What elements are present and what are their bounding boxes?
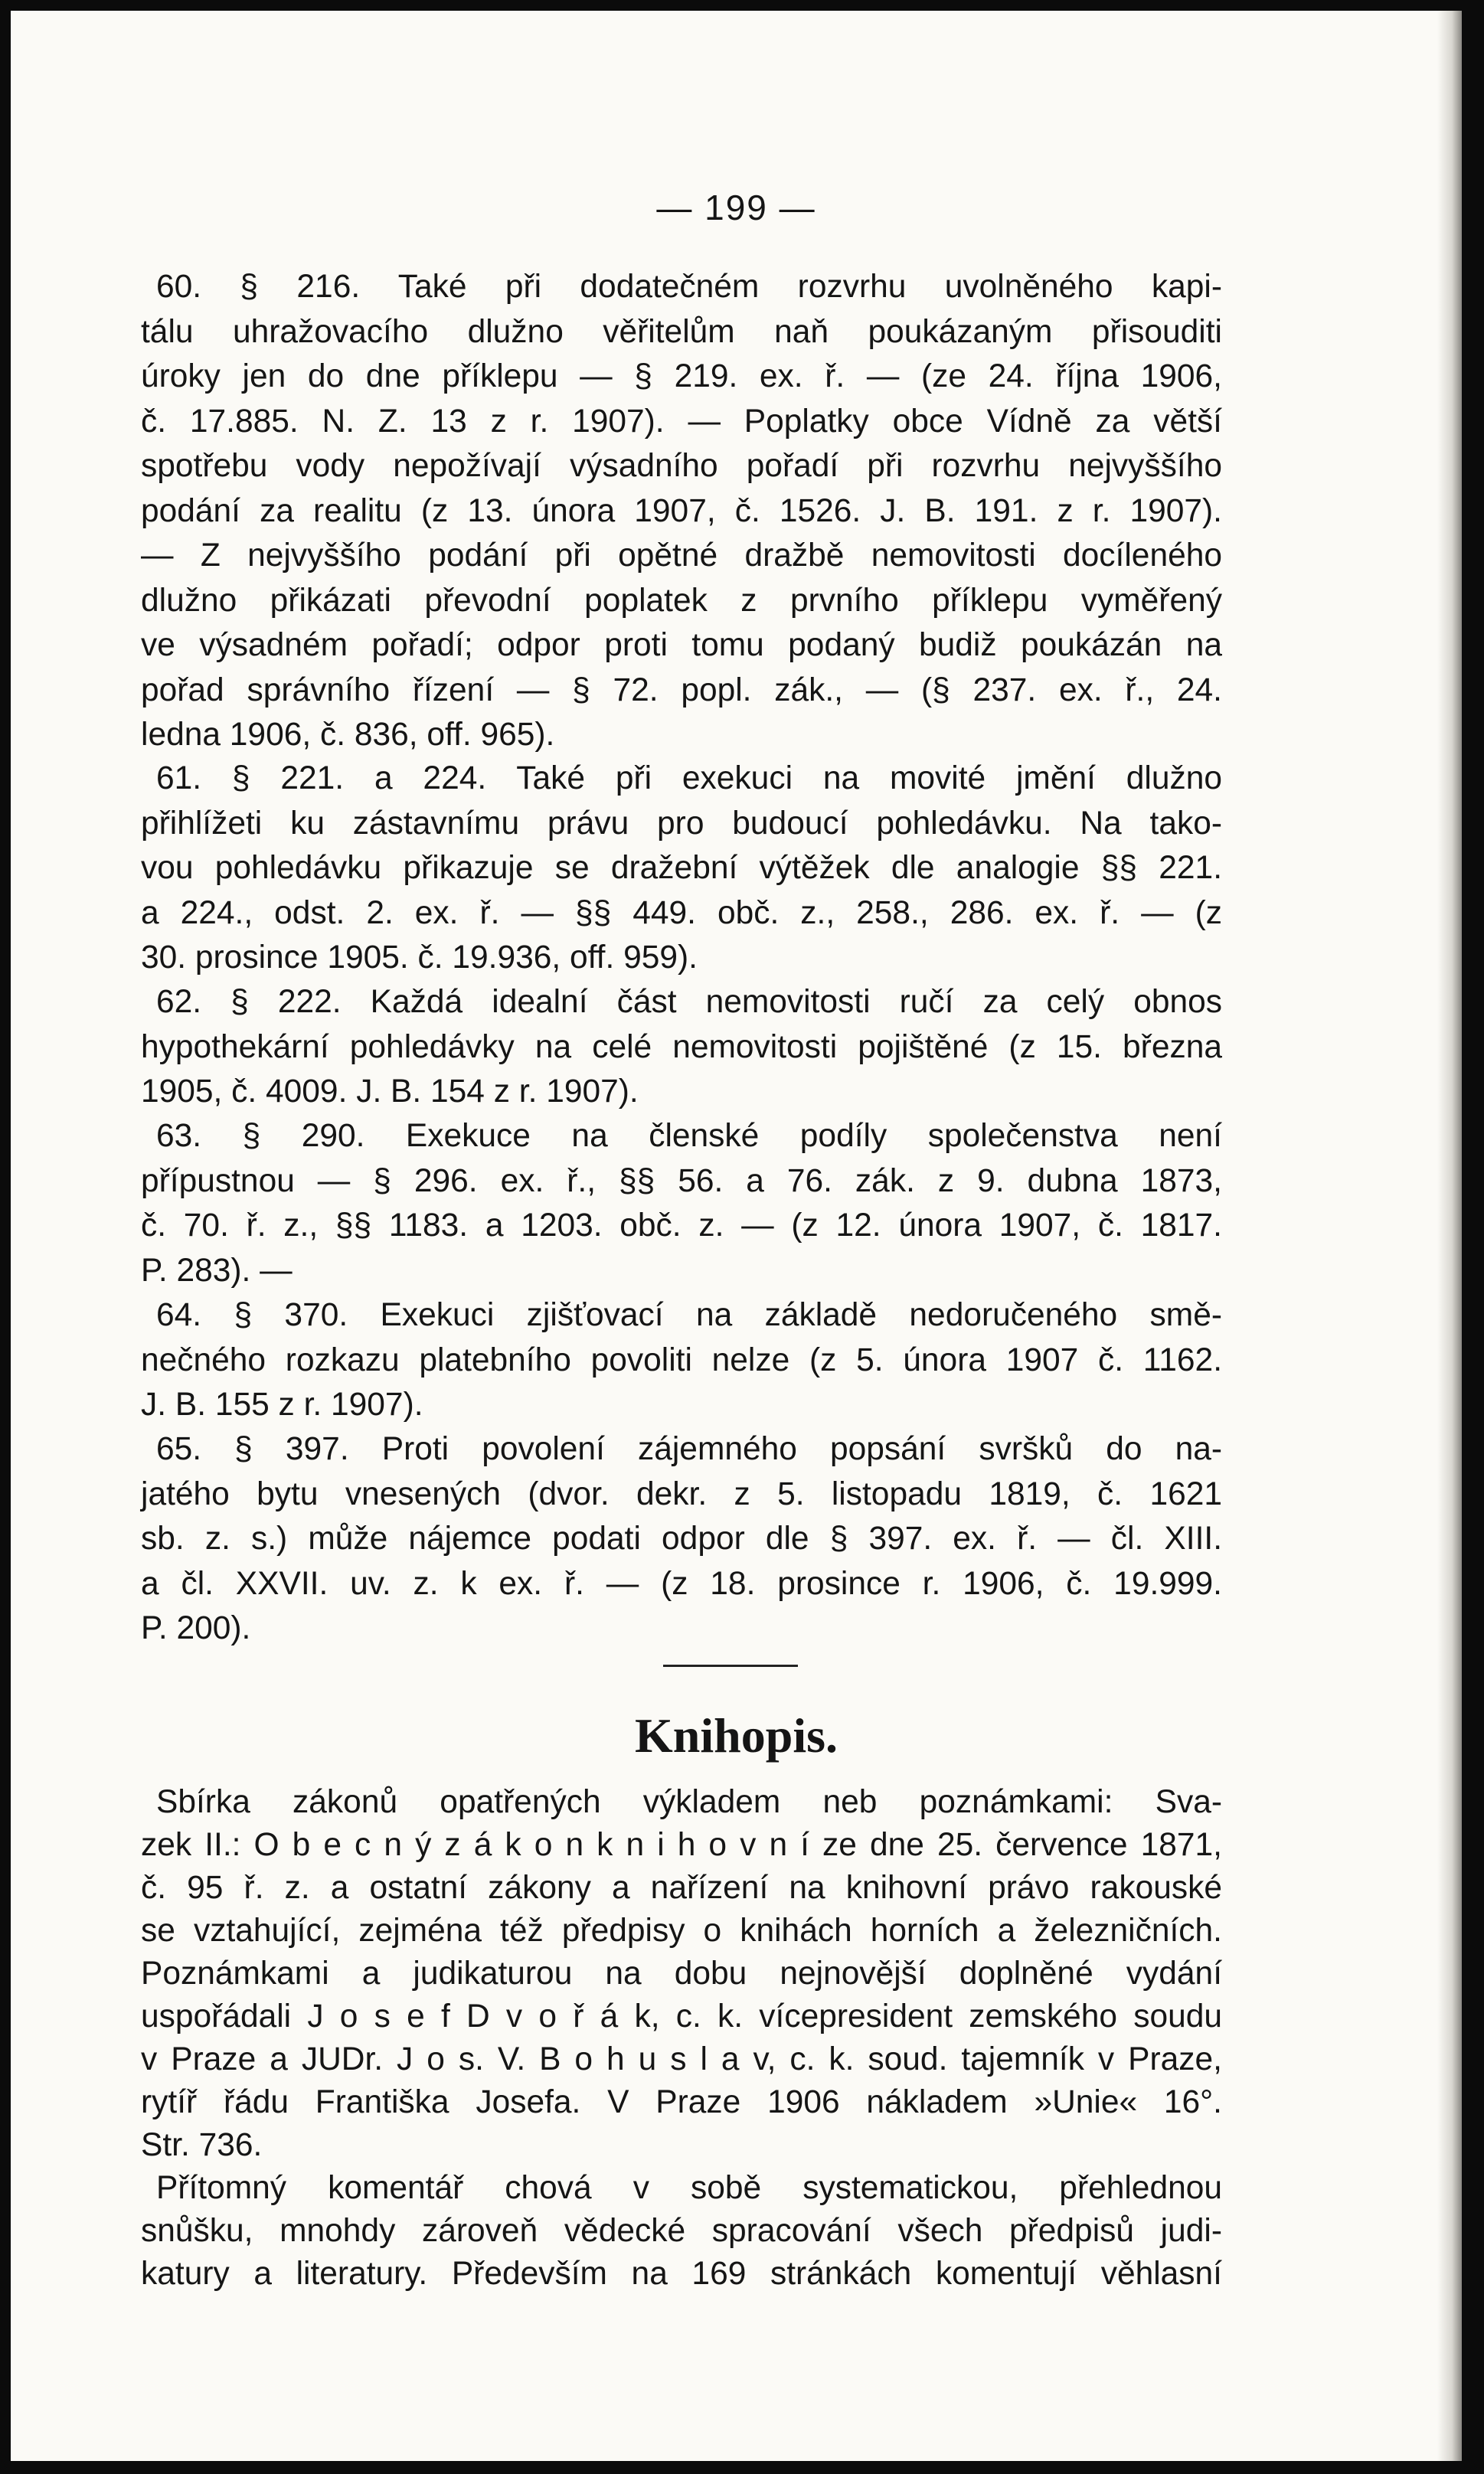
text-line: P. 200). bbox=[141, 1610, 251, 1646]
entry-61 bbox=[141, 757, 1222, 981]
text-line: spotřebu vody nepožívají výsadního pořadí při rozvrhu nejvyššího bbox=[141, 448, 1222, 484]
text-line: č. 17.885. N. Z. 13 z r. 1907). — Poplatky obce Vídně za větší bbox=[141, 403, 1222, 440]
text-line: sb. z. s.) může nájemce podati odpor dle § 397. ex. ř. — čl. XIII. bbox=[141, 1521, 1222, 1557]
text-line: uspořádali J o s e f D v o ř á k, c. k. vícepresident zemského soudu bbox=[141, 1998, 1222, 2034]
text-line: pořad správního řízení — § 72. popl. zák., — (§ 237. ex. ř., 24. bbox=[141, 672, 1222, 708]
section-divider bbox=[663, 1665, 798, 1667]
section-title: Knihopis. bbox=[634, 1708, 838, 1763]
page-number-header: — 199 — bbox=[656, 188, 816, 227]
text-line: 1905, č. 4009. J. B. 154 z r. 1907). bbox=[141, 1074, 639, 1110]
text-line: 64. § 370. Exekuci zjišťovací na základě nedoručeného smě- bbox=[156, 1297, 1222, 1333]
text-line: dlužno přikázati převodní poplatek z prvního příklepu vyměřený bbox=[141, 582, 1222, 619]
text-line: č. 95 ř. z. a ostatní zákony a nařízení na knihovní právo rakouské bbox=[141, 1870, 1222, 1906]
text-line: přípustnou — § 296. ex. ř., §§ 56. a 76. zák. z 9. dubna 1873, bbox=[141, 1162, 1222, 1199]
text-line: ledna 1906, č. 836, off. 965). bbox=[141, 717, 555, 753]
text-line: J. B. 155 z r. 1907). bbox=[141, 1387, 423, 1423]
entry-64 bbox=[141, 1293, 1222, 1428]
book-review bbox=[141, 1781, 1222, 2296]
text-line: 62. § 222. Každá idealní část nemovitosti ručí za celý obnos bbox=[156, 984, 1222, 1020]
entry-65 bbox=[141, 1427, 1222, 1652]
text-line: 60. § 216. Také při dodatečném rozvrhu uvolněného kapi- bbox=[156, 269, 1222, 305]
text-line: zek II.: O b e c n ý z á k o n k n i h o v n í ze dne 25. července 1871, bbox=[141, 1827, 1222, 1863]
text-line: 61. § 221. a 224. Také při exekuci na movité jmění dlužno bbox=[156, 760, 1222, 796]
text-line: a čl. XXVII. uv. z. k ex. ř. — (z 18. prosince r. 1906, č. 19.999. bbox=[141, 1565, 1222, 1602]
text-line: hypothekární pohledávky na celé nemovitosti pojištěné (z 15. března bbox=[141, 1028, 1222, 1065]
text-line: přihlížeti ku zástavnímu právu pro budoucí pohledávku. Na tako- bbox=[141, 805, 1222, 842]
text-line: se vztahující, zejména též předpisy o knihách horních a železničních. bbox=[141, 1913, 1222, 1949]
text-line: ve výsadném pořadí; odpor proti tomu podaný budiž poukázán na bbox=[141, 627, 1222, 663]
text-line: a 224., odst. 2. ex. ř. — §§ 449. obč. z., 258., 286. ex. ř. — (z bbox=[141, 894, 1222, 931]
text-line: Poznámkami a judikaturou na dobu nejnovější doplněné vydání bbox=[141, 1956, 1222, 1992]
text-line: P. 283). — bbox=[141, 1252, 293, 1289]
text-line: vou pohledávku přikazuje se dražební výtěžek dle analogie §§ 221. bbox=[141, 850, 1222, 886]
page-spine-shadow bbox=[1437, 11, 1462, 2461]
entry-62 bbox=[141, 980, 1222, 1115]
book-page bbox=[11, 11, 1462, 2461]
text-line: snůšku, mnohdy zároveň vědecké spracování všech předpisů judi- bbox=[141, 2213, 1222, 2249]
text-line: jatého bytu vnesených (dvor. dekr. z 5. listopadu 1819, č. 1621 bbox=[141, 1476, 1222, 1512]
text-line: podání za realitu (z 13. února 1907, č. 1526. J. B. 191. z r. 1907). bbox=[141, 492, 1222, 529]
text-line: — Z nejvyššího podání při opětné dražbě nemovitosti docíleného bbox=[141, 538, 1222, 574]
text-line: 63. § 290. Exekuce na členské podíly společenstva není bbox=[156, 1118, 1222, 1154]
text-line: 65. § 397. Proti povolení zájemného popsání svršků do na- bbox=[156, 1431, 1222, 1467]
text-line: tálu uhražovacího dlužno věřitelům naň poukázaným přisouditi bbox=[141, 313, 1222, 350]
text-line: v Praze a JUDr. J o s. V. B o h u s l a v, c. k. soud. tajemník v Praze, bbox=[141, 2041, 1222, 2077]
text-line: Přítomný komentář chová v sobě systematickou, přehlednou bbox=[156, 2170, 1222, 2206]
entry-60 bbox=[141, 265, 1222, 758]
text-line: úroky jen do dne příklepu — § 219. ex. ř. — (ze 24. října 1906, bbox=[141, 358, 1222, 394]
entry-63 bbox=[141, 1114, 1222, 1293]
text-line: nečného rozkazu platebního povoliti nelze (z 5. února 1907 č. 1162. bbox=[141, 1342, 1222, 1378]
text-line: rytíř řádu Františka Josefa. V Praze 1906 nákladem »Unie« 16°. bbox=[141, 2084, 1222, 2120]
text-line: Str. 736. bbox=[141, 2127, 263, 2163]
text-line: 30. prosince 1905. č. 19.936, off. 959). bbox=[141, 940, 698, 976]
text-line: Sbírka zákonů opatřených výkladem neb poznámkami: Sva- bbox=[156, 1784, 1222, 1820]
text-line: katury a literatury. Především na 169 stránkách komentují věhlasní bbox=[141, 2256, 1222, 2292]
text-line: č. 70. ř. z., §§ 1183. a 1203. obč. z. — (z 12. února 1907, č. 1817. bbox=[141, 1208, 1222, 1244]
